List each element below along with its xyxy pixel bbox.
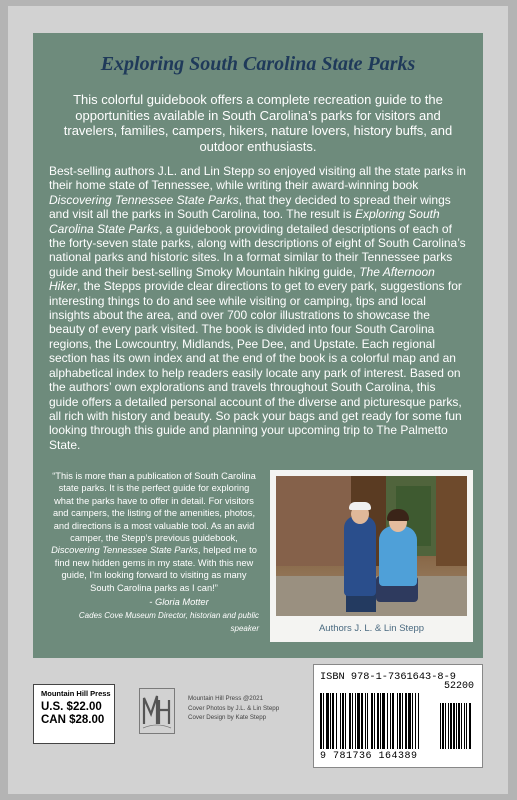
mountain-hill-press-logo-icon: [139, 688, 175, 734]
lower-section: [45, 470, 471, 650]
isbn-number: ISBN 978-1-7361643-8-9: [320, 671, 456, 683]
quote-book: Discovering Tennessee State Parks: [51, 545, 198, 556]
credit-line-2: Cover Photos by J.L. & Lin Stepp: [188, 704, 280, 712]
body-paragraph: [49, 164, 467, 452]
author-photo: [276, 476, 467, 616]
credit-line-3: Cover Design by Kate Stepp: [188, 714, 267, 721]
intro-paragraph: This colorful guidebook offers a complete recreation guide to the opportunities available in South Carolina’s parks for visitors and travelers, families, campers, hikers, nature lovers, history buffs, and outdoor enthusiasts.: [63, 92, 453, 154]
description-panel: [33, 33, 483, 658]
publisher-name: Mountain Hill Press: [41, 689, 111, 698]
photo-caption: Authors J. L. & Lin Stepp: [318, 623, 425, 634]
price-box: [33, 684, 115, 744]
body-book-2: Exploring South Carolina State Parks: [49, 207, 440, 236]
testimonial-role: Cades Cove Museum Director, historian and public speaker: [78, 611, 259, 633]
body-text-2: , that they decided to spread their wings and visit all the parks in South Carolina, too. The result is: [49, 192, 451, 222]
can-price: CAN $28.00: [41, 714, 105, 726]
body-text-3: , a guidebook providing detailed descriptions of each of the forty-seven state parks, along with descriptions of eight of South Carolina’s national parks and historic sites. In a format similar to their Tennessee parks guide and their best-selling Smoky Mountain hiking guide,: [49, 221, 466, 279]
author-photo-frame: [270, 470, 473, 642]
barcode-bars: [320, 693, 478, 749]
barcode-digits: 9 781736 164389: [320, 751, 418, 762]
cover-credits: [188, 694, 298, 723]
body-text-4: , the Stepps provide clear directions to get to every park, suggestions for interesting things to do and see while visiting or camping, tips and local insights about the area, and over 700 color illustrations to showcase the beauty of every park visited. The book is divided into four South Carolina regions, the Lowcountry, Midlands, Pee Dee, and Upstate. Each regional section has its own index and at the end of the book is a colorful map and an alphabetical index to help readers easily locate any park of interest. Based on the authors’ own explorations and travels throughout South Carolina, this guide offers a detailed personal account of the diverse and picturesque parks, all rich with history and beauty. So pack your bags and get ready for some fun looking through this guide and planning your upcoming trip to The Palmetto State.: [49, 279, 462, 452]
testimonial: [49, 470, 259, 635]
quote-part-1: “This is more than a publication of South Carolina state parks. It is the perfect guide for exploring what the parks have to offer in detail. For visitors and campers, the listing of the amenities, photos, and directions is a most valuable tool. As an avid camper, the Stepp’s previous guidebook,: [52, 471, 256, 544]
barcode-price-code: 52200: [444, 681, 475, 692]
body-book-1: Discovering Tennessee State Parks: [49, 192, 239, 207]
testimonial-text: [49, 470, 259, 594]
quote-part-2: , helped me to find new hidden gems in my state. With this new guide, I’m looking forward to visiting as many South Carolina parks as I can!”: [54, 545, 257, 593]
testimonial-author: - Gloria Motter: [149, 597, 209, 608]
body-book-3: The Afternoon Hiker: [49, 264, 435, 294]
us-price: U.S. $22.00: [41, 701, 102, 713]
credit-line-1: Mountain Hill Press @2021: [188, 695, 264, 702]
book-title: Exploring South Carolina State Parks: [100, 53, 416, 75]
barcode-box: [313, 664, 483, 768]
body-text-1: Best-selling authors J.L. and Lin Stepp so enjoyed visiting all the state parks in their home state of Tennessee, while writing their award-winning book: [49, 164, 466, 193]
